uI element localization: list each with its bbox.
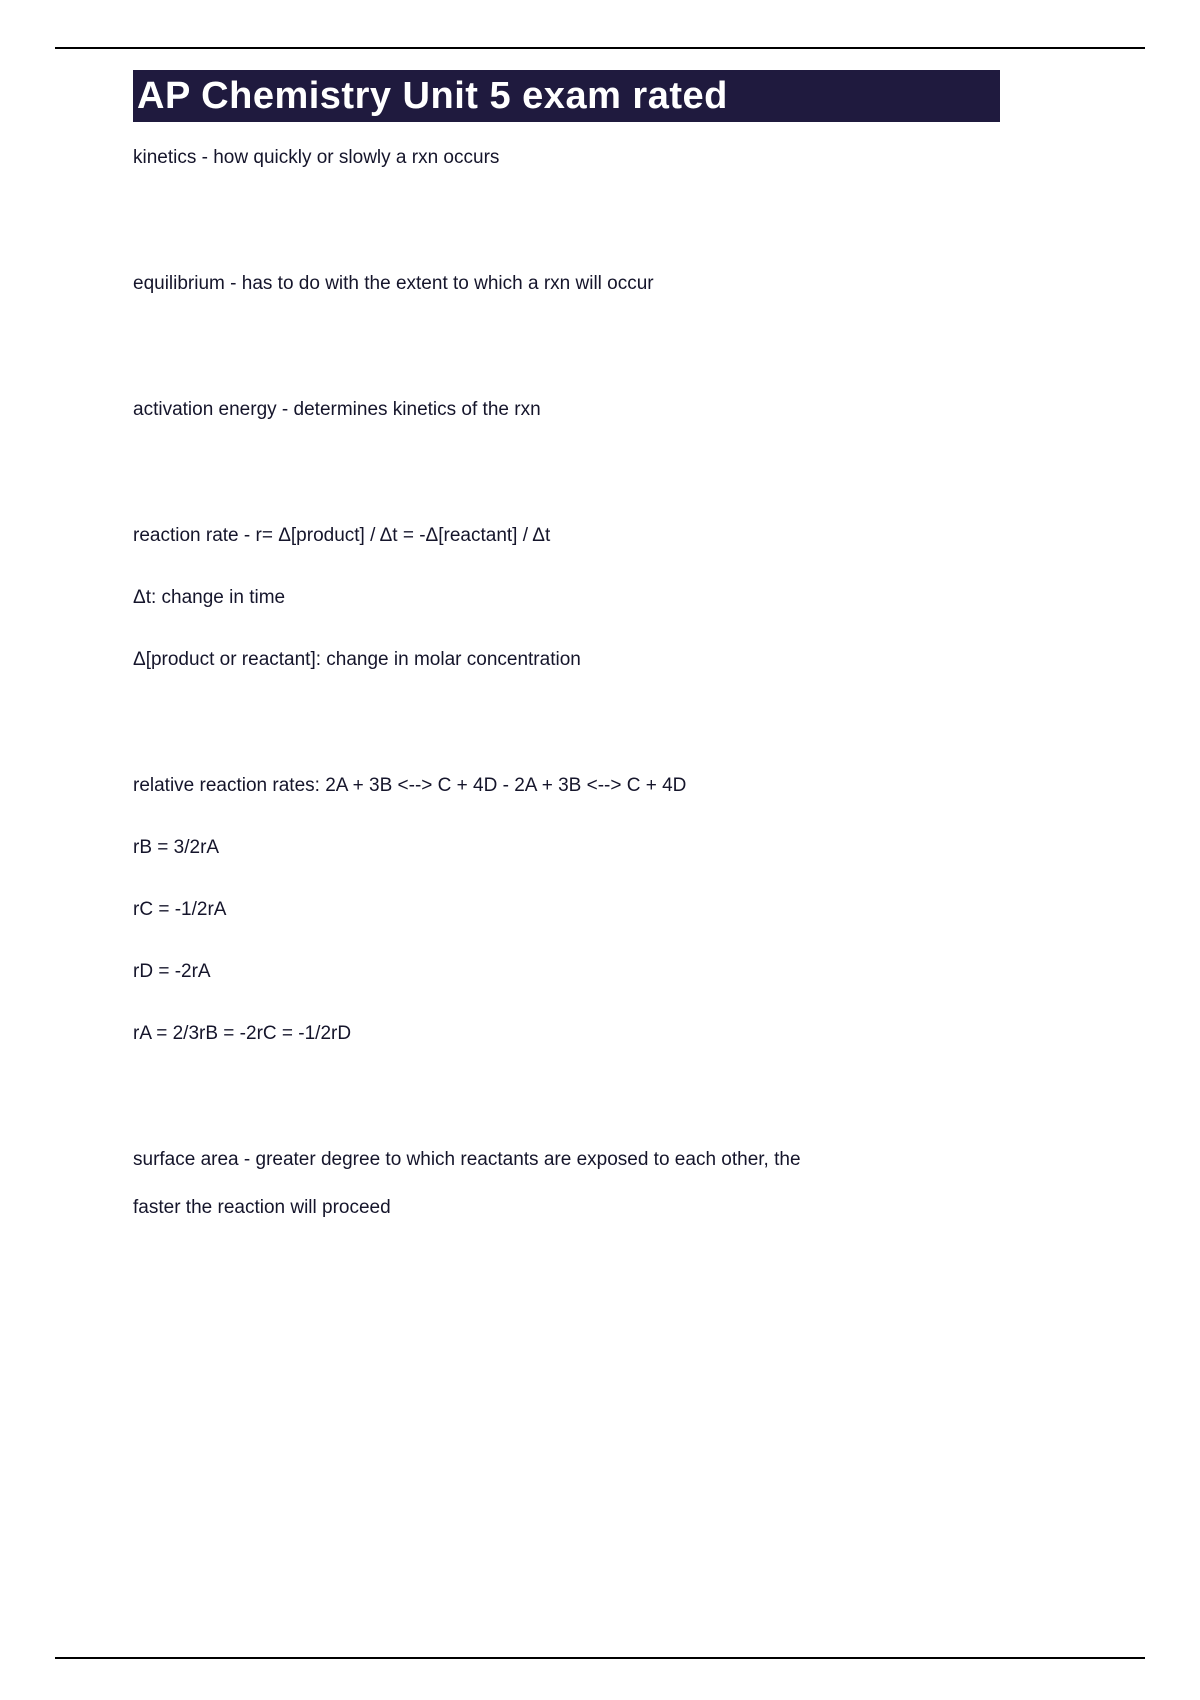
text-line: Δt: change in time: [133, 587, 286, 608]
text-line: activation energy - determines kinetics of the rxn: [133, 399, 541, 420]
text-line: surface area - greater degree to which reactants are exposed to each other, the: [133, 1149, 801, 1170]
text-line: kinetics - how quickly or slowly a rxn occurs: [133, 147, 500, 168]
text-line: rD = -2rA: [133, 961, 211, 982]
text-line: rC = -1/2rA: [133, 899, 227, 920]
text-line: rA = 2/3rB = -2rC = -1/2rD: [133, 1023, 352, 1044]
text-line: rB = 3/2rA: [133, 837, 220, 858]
top-rule: [55, 47, 1145, 49]
page-title: AP Chemistry Unit 5 exam rated: [137, 74, 728, 117]
text-line: equilibrium - has to do with the extent to which a rxn will occur: [133, 273, 654, 294]
text-line: relative reaction rates: 2A + 3B <--> C + 4D - 2A + 3B <--> C + 4D: [133, 775, 687, 796]
text-line: reaction rate - r= Δ[product] / Δt = -Δ[reactant] / Δt: [133, 525, 551, 546]
bottom-rule: [55, 1657, 1145, 1659]
text-line: faster the reaction will proceed: [133, 1197, 391, 1218]
notes-content: [133, 122, 1073, 1220]
text-line: Δ[product or reactant]: change in molar concentration: [133, 649, 581, 670]
title-bar: [133, 70, 1000, 122]
